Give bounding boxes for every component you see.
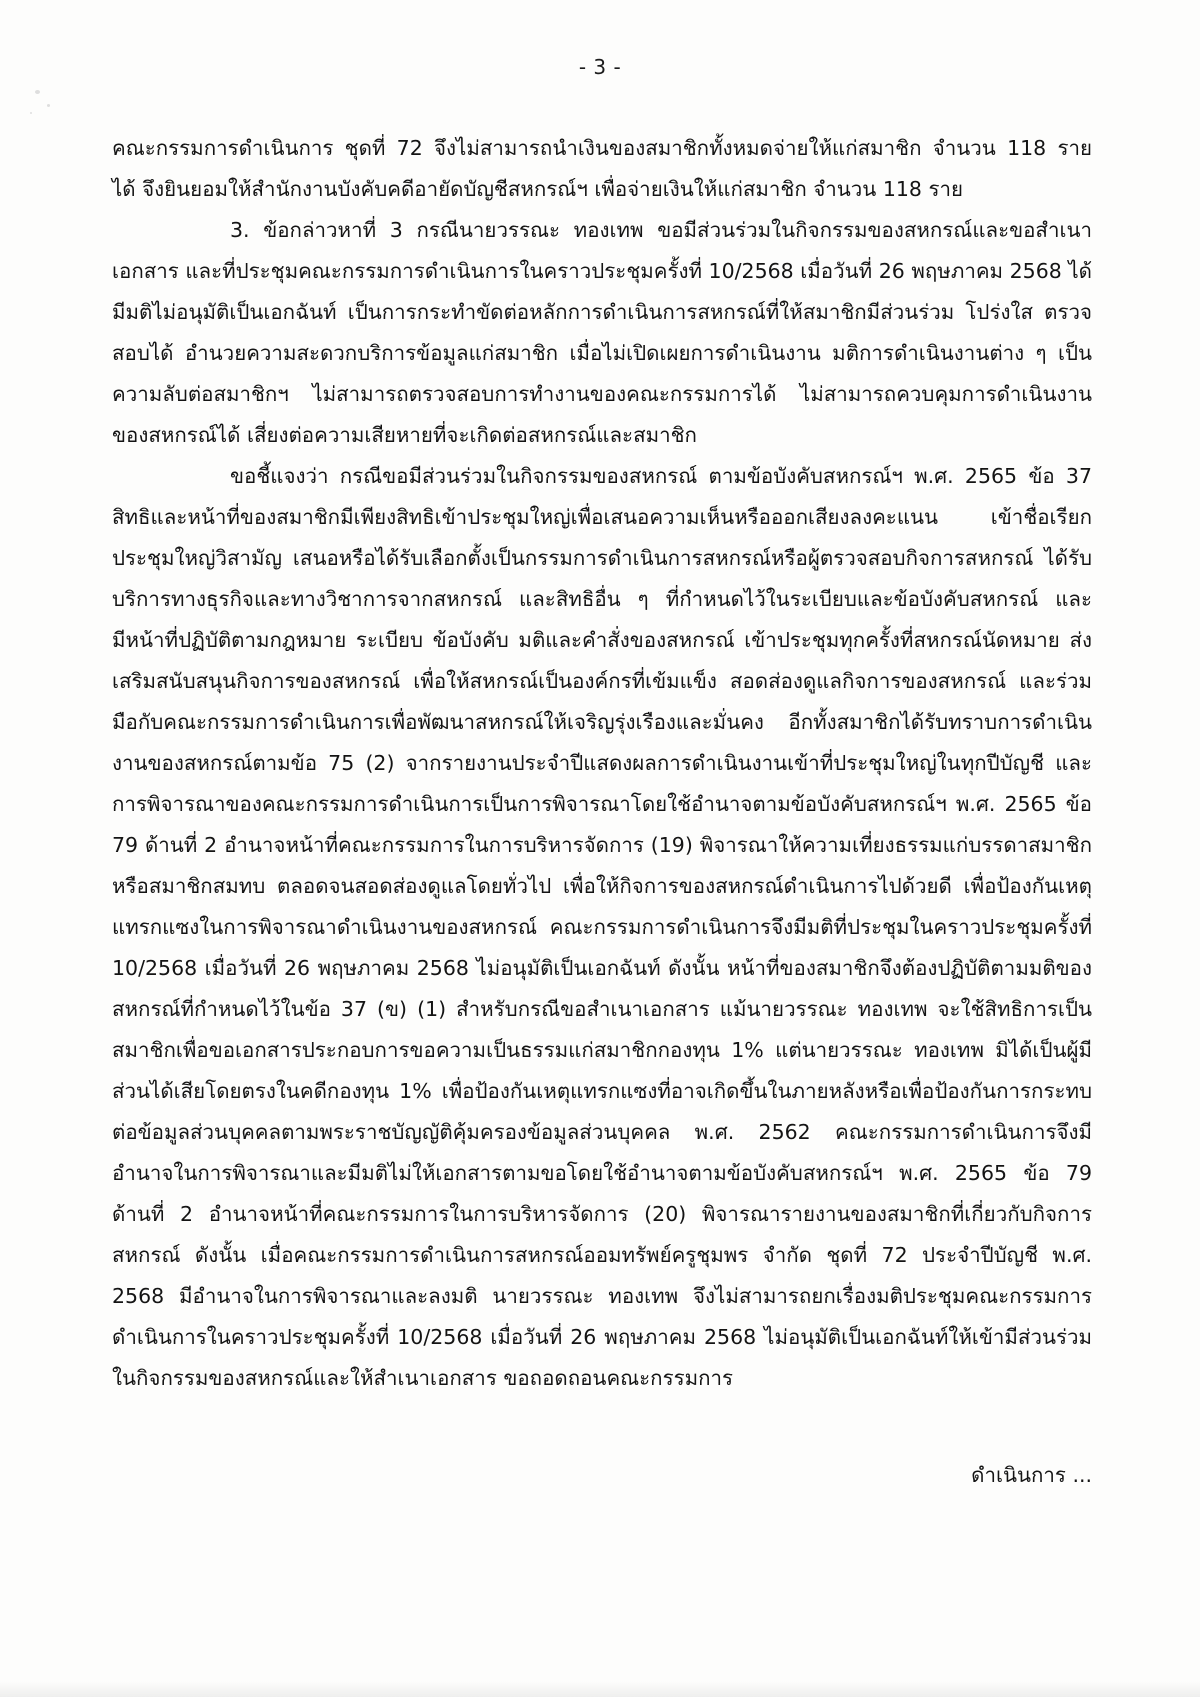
- paragraph-1: คณะกรรมการดำเนินการ ชุดที่ 72 จึงไม่สามารถนำเงินของสมาชิกทั้งหมดจ่ายให้แก่สมาชิก จำนวน 118 ราย ได้ จึงยินยอมให้สำนักงานบังคับคดีอายัดบัญชีสหกรณ์ฯ เพื่อจ่ายเงินให้แก่สมาชิก จำนวน 118 ราย: [112, 136, 1092, 201]
- paragraph-2: 3. ข้อกล่าวหาที่ 3 กรณีนายวรรณะ ทองเทพ ขอมีส่วนร่วมในกิจกรรมของสหกรณ์และขอสำเนาเอกสาร และที่ประชุมคณะกรรมการดำเนินการในคราวประชุมครั้งที่ 10/2568 เมื่อวันที่ 26 พฤษภาคม 2568 ได้มีมติไม่อนุมัติเป็นเอกฉันท์ เป็นการกระทำขัดต่อหลักการดำเนินการสหกรณ์ที่ให้สมาชิกมีส่วนร่วม โปร่งใส ตรวจสอบได้ อำนวยความสะดวกบริการข้อมูลแก่สมาชิก เมื่อไม่เปิดเผยการดำเนินงาน มติการดำเนินงานต่าง ๆ เป็นความลับต่อสมาชิกฯ ไม่สามารถตรวจสอบการทำงานของคณะกรรมการได้ ไม่สามารถควบคุมการดำเนินงานของสหกรณ์ได้ เสี่ยงต่อความเสียหายที่จะเกิดต่อสหกรณ์และสมาชิก: [112, 218, 1092, 447]
- scan-speck-icon: [47, 104, 50, 107]
- paragraph-3: ขอชี้แจงว่า กรณีขอมีส่วนร่วมในกิจกรรมของสหกรณ์ ตามข้อบังคับสหกรณ์ฯ พ.ศ. 2565 ข้อ 37 สิทธิและหน้าที่ของสมาชิกมีเพียงสิทธิเข้าประชุมใหญ่เพื่อเสนอความเห็นหรือออกเสียงลงคะแนน เข้าชื่อเรียกประชุมใหญ่วิสามัญ เสนอหรือได้รับเลือกตั้งเป็นกรรมการดำเนินการสหกรณ์หรือผู้ตรวจสอบกิจการสหกรณ์ ได้รับบริการทางธุรกิจและทางวิชาการจากสหกรณ์ และสิทธิอื่น ๆ ที่กำหนดไว้ในระเบียบและข้อบังคับสหกรณ์ และมีหน้าที่ปฏิบัติตามกฎหมาย ระเบียบ ข้อบังคับ มติและคำสั่งของสหกรณ์ เข้าประชุมทุกครั้งที่สหกรณ์นัดหมาย ส่งเสริมสนับสนุนกิจการของสหกรณ์ เพื่อให้สหกรณ์เป็นองค์กรที่เข้มแข็ง สอดส่องดูแลกิจการของสหกรณ์ และร่วมมือกับคณะกรรมการดำเนินการเพื่อพัฒนาสหกรณ์ให้เจริญรุ่งเรืองและมั่นคง อีกทั้งสมาชิกได้รับทราบการดำเนินงานของสหกรณ์ตามข้อ 75 (2) จากรายงานประจำปีแสดงผลการดำเนินงานเข้าที่ประชุมใหญ่ในทุกปีบัญชี และการพิจารณาของคณะกรรมการดำเนินการเป็นการพิจารณาโดยใช้อำนาจตามข้อบังคับสหกรณ์ฯ พ.ศ. 2565 ข้อ 79 ด้านที่ 2 อำนาจหน้าที่คณะกรรมการในการบริหารจัดการ (19) พิจารณาให้ความเที่ยงธรรมแก่บรรดาสมาชิก หรือสมาชิกสมทบ ตลอดจนสอดส่องดูแลโดยทั่วไป เพื่อให้กิจการของสหกรณ์ดำเนินการไปด้วยดี เพื่อป้องกันเหตุแทรกแซงในการพิจารณาดำเนินงานของสหกรณ์ คณะกรรมการดำเนินการจึงมีมติที่ประชุมในคราวประชุมครั้งที่ 10/2568 เมื่อวันที่ 26 พฤษภาคม 2568 ไม่อนุมัติเป็นเอกฉันท์ ดังนั้น หน้าที่ของสมาชิกจึงต้องปฏิบัติตามมติของสหกรณ์ที่กำหนดไว้ในข้อ 37 (ข) (1) สำหรับกรณีขอสำเนาเอกสาร แม้นายวรรณะ ทองเทพ จะใช้สิทธิการเป็นสมาชิกเพื่อขอเอกสารประกอบการขอความเป็นธรรมแก่สมาชิกกองทุน 1% แต่นายวรรณะ ทองเทพ มิได้เป็นผู้มีส่วนได้เสียโดยตรงในคดีกองทุน 1% เพื่อป้องกันเหตุแทรกแซงที่อาจเกิดขึ้นในภายหลังหรือเพื่อป้องกันการกระทบต่อข้อมูลส่วนบุคคลตามพระราชบัญญัติคุ้มครองข้อมูลส่วนบุคคล พ.ศ. 2562 คณะกรรมการดำเนินการจึงมีอำนาจในการพิจารณาและมีมติไม่ให้เอกสารตามขอโดยใช้อำนาจตามข้อบังคับสหกรณ์ฯ พ.ศ. 2565 ข้อ 79 ด้านที่ 2 อำนาจหน้าที่คณะกรรมการในการบริหารจัดการ (20) พิจารณารายงานของสมาชิกที่เกี่ยวกับกิจการสหกรณ์ ดังนั้น เมื่อคณะกรรมการดำเนินการสหกรณ์ออมทรัพย์ครูชุมพร จำกัด ชุดที่ 72 ประจำปีบัญชี พ.ศ. 2568 มีอำนาจในการพิจารณาและลงมติ นายวรรณะ ทองเทพ จึงไม่สามารถยกเรื่องมติประชุมคณะกรรมการดำเนินการในคราวประชุมครั้งที่ 10/2568 เมื่อวันที่ 26 พฤษภาคม 2568 ไม่อนุมัติเป็นเอกฉันท์ให้เข้ามีส่วนร่วมในกิจกรรมของสหกรณ์และให้สำเนาเอกสาร ขอถอดถอนคณะกรรมการ: [112, 464, 1092, 1390]
- scan-speck-icon: [35, 90, 40, 94]
- page-edge-shadow: [0, 1681, 1200, 1697]
- page-number: - 3 -: [578, 55, 622, 79]
- continuation-note: ดำเนินการ ...: [971, 1463, 1092, 1487]
- document-body: [112, 128, 1092, 1399]
- scan-speck-icon: [30, 112, 32, 114]
